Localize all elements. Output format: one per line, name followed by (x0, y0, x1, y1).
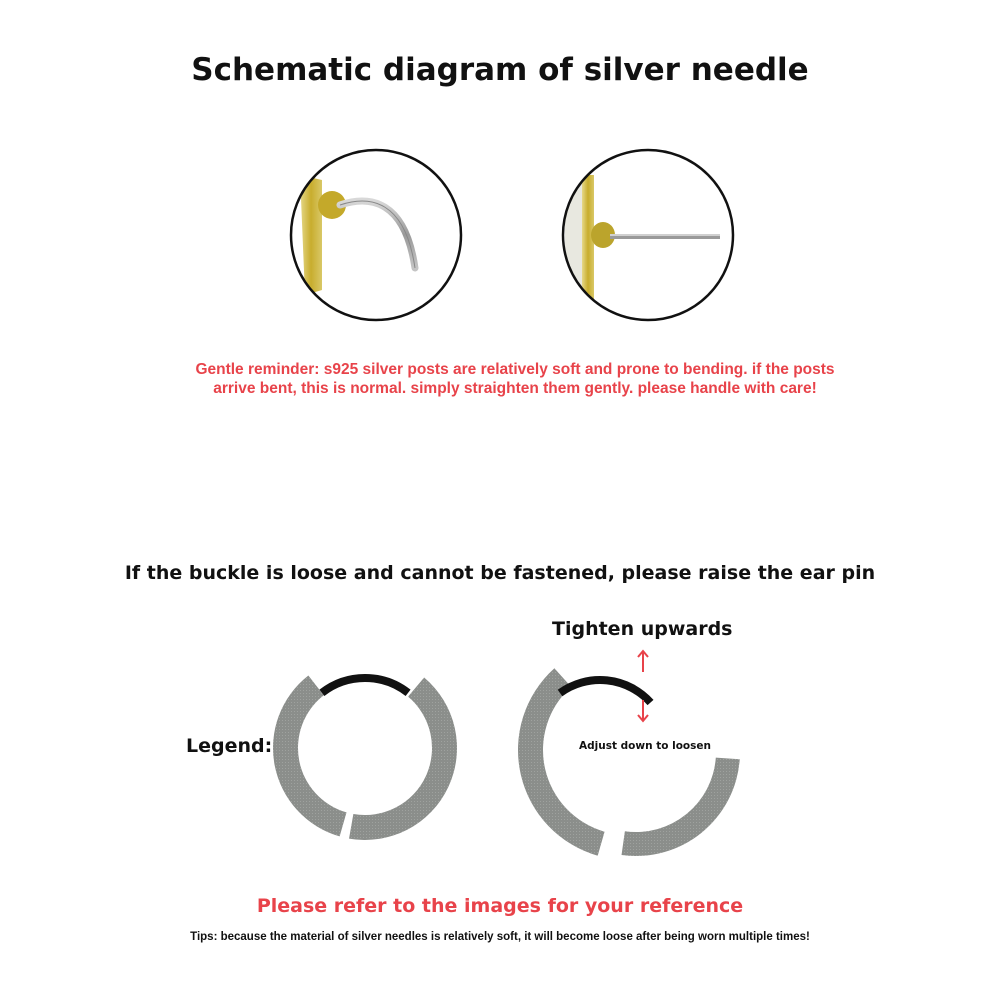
page-title: Schematic diagram of silver needle (191, 52, 809, 88)
arrow-up-icon (638, 651, 648, 672)
legend-ring (273, 676, 457, 840)
ear-pin-arc (560, 680, 651, 702)
bent-needle-illustration (291, 150, 461, 320)
reference-note: Please refer to the images for your reference (256, 895, 744, 917)
tighten-label: Tighten upwards (552, 618, 733, 640)
ring-band-left (518, 668, 605, 855)
adjust-ring (518, 668, 740, 856)
ring-band-right (622, 758, 740, 856)
tips-note: Tips: because the material of silver needles is relatively soft, it will become loose after being worn multiple times! (190, 931, 810, 943)
adjust-label: Adjust down to loosen (579, 740, 711, 752)
straight-needle-illustration (563, 150, 733, 320)
gentle-reminder (100, 360, 930, 398)
reminder-line-1: Gentle reminder: s925 silver posts are relatively soft and prone to bending. if the posts (195, 361, 835, 378)
ear-pin-arc (322, 678, 408, 693)
buckle-heading: If the buckle is loose and cannot be fastened, please raise the ear pin (124, 562, 876, 584)
reminder-line-2: arrive bent, this is normal. simply straighten them gently. please handle with care! (213, 380, 817, 397)
legend-label: Legend: (186, 735, 273, 757)
ring-band (273, 676, 457, 840)
